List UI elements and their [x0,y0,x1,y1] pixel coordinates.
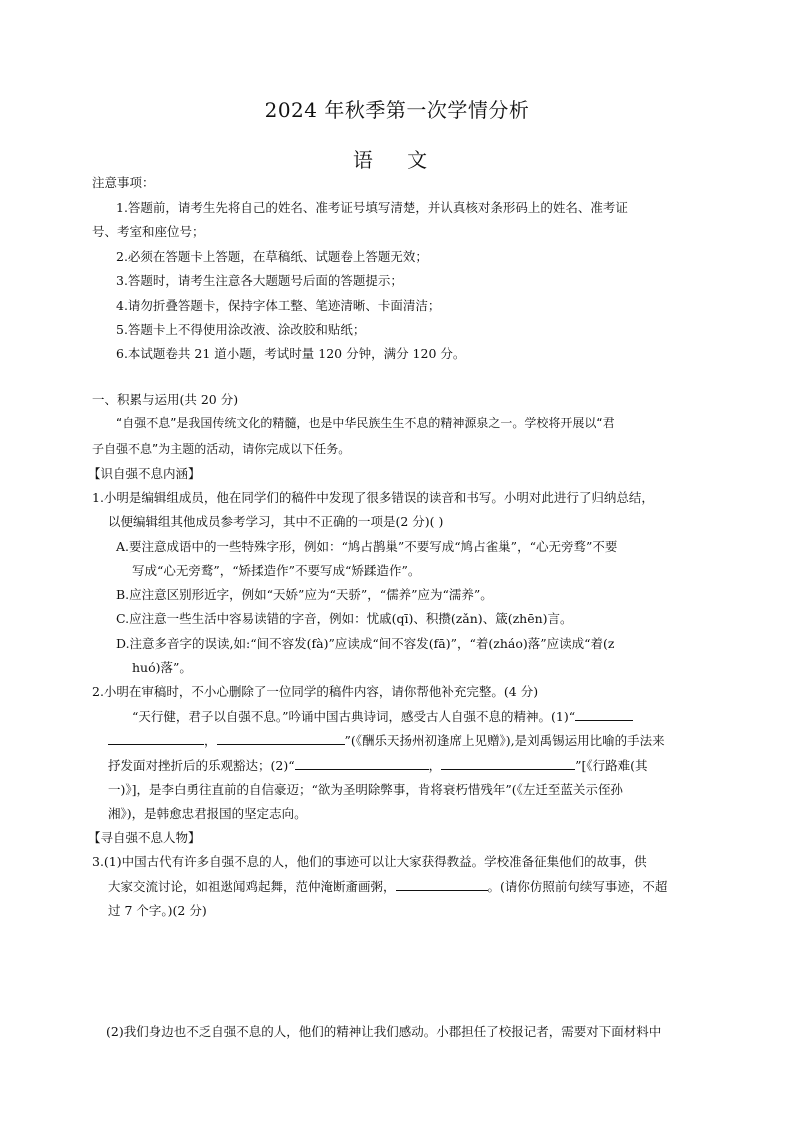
option-d-line-2: huó)落”。 [132,660,192,675]
answer-blank-4[interactable] [295,756,429,770]
question-3-line-2 [108,877,667,895]
passage-text: ， [428,758,442,773]
answer-blank-2[interactable] [108,731,204,745]
question-2-passage-line-2 [108,731,665,749]
question-2-line-1: 2.小明在审稿时，不小心删除了一位同学的稿件内容，请你帮他补充完整。(4 分) [92,684,539,699]
question-2-passage-line-4: 一)》]，是李白勇往直前的自信豪迈；“欲为圣明除弊事，肯将衰朽惜残年”(《左迁至蓝关示侄孙 [108,782,623,797]
notice-item-6: 6.本试题卷共 21 道小题，考试时量 120 分钟，满分 120 分。 [116,346,466,361]
section-1-intro-line-2: 子自强不息”为主题的活动，请你完成以下任务。 [92,442,351,456]
answer-blank-5[interactable] [441,756,575,770]
subheading-meaning: 【识自强不息内涵】 [88,466,201,481]
exam-title: 2024 年秋季第一次学情分析 [264,98,530,122]
option-c: C.应注意一些生活中容易读错的字音，例如：忧戚(qī)、积攒(zǎn)、箴(zhēn)言。 [116,611,573,626]
passage-text: 抒发面对挫折后的乐观豁达；(2)“ [108,758,295,773]
question-3-line-1: 3.(1)中国古代有许多自强不息的人，他们的事迹可以让大家获得教益。学校准备征集他们的故事，供 [92,854,647,869]
passage-text: ， [204,733,217,748]
notice-item-1-line-1: 1.答题前，请考生先将自己的姓名、准考证号填写清楚，并认真核对条形码上的姓名、准考证 [116,200,628,215]
option-a-line-2: 写成“心无旁鹜”，“矫揉造作”不要写成“矫蹂造作”。 [132,563,421,578]
notice-item-5: 5.答题卡上不得使用涂改液、涂改胶和贴纸； [116,322,366,337]
section-1-heading: 一、积累与运用(共 20 分) [92,392,239,407]
question-2-passage-line-1 [132,707,633,725]
question-1-line-1: 1.小明是编辑组成员，他在同学们的稿件中发现了很多错误的读音和书写。小明对此进行了归纳总结， [92,490,654,505]
answer-blank-6[interactable] [396,877,488,891]
question-1-line-2: 以便编辑组其他成员参考学习，其中不正确的一项是(2 分)( ) [108,514,444,529]
question-text: 。(请你仿照前句续写事迹，不超 [487,879,668,894]
question-2-passage-line-5: 湘》)，是韩愈忠君报国的坚定志向。 [108,806,307,821]
subheading-figures: 【寻自强不息人物】 [88,830,201,845]
answer-blank-3[interactable] [217,731,345,745]
question-3-line-3: 过 7 个字。)(2 分) [108,903,207,918]
question-text: 大家交流讨论，如祖逖闻鸡起舞，范仲淹断齑画粥， [108,879,396,894]
question-3-2-line-1: (2)我们身边也不乏自强不息的人，他们的精神让我们感动。小郡担任了校报记者，需要对下面材料中 [106,1024,662,1039]
notice-item-3: 3.答题时，请考生注意各大题题号后面的答题提示； [116,273,403,288]
answer-blank-1[interactable] [575,707,633,721]
notice-heading: 注意事项： [92,175,155,190]
option-d-line-1: D.注意多音字的误读,如:“间不容发(fà)”应读成“间不容发(fā)”，“着(zháo)落”应读成“着(z [116,636,615,651]
passage-text: ”(《酬乐天扬州初逢席上见赠》),是刘禹锡运用比喻的手法来 [344,733,665,748]
option-a-line-1: A.要注意成语中的一些特殊字形，例如：“鸠占鹊巢”不要写成“鸠占雀巢”，“心无旁骛”不要 [116,539,618,554]
option-b: B.应注意区别形近字，例如“天娇”应为“天骄”，“儒养”应为“濡养”。 [116,587,493,602]
section-1-intro-line-1: “自强不息”是我国传统文化的精髓，也是中华民族生生不息的精神源泉之一。学校将开展以“君 [116,416,615,430]
passage-text: “天行健，君子以自强不息。”吟诵中国古典诗词，感受古人自强不息的精神。(1)“ [132,709,576,724]
passage-text: ”[《行路难(其 [575,758,648,773]
notice-item-1-line-2: 号、考室和座位号； [92,224,205,239]
notice-item-4: 4.请勿折叠答题卡，保持字体工整、笔迹清晰、卡面清洁； [116,298,441,313]
subject-title: 语 文 [352,148,442,172]
question-2-passage-line-3 [108,756,648,774]
notice-item-2: 2.必须在答题卡上答题，在草稿纸、试题卷上答题无效； [116,249,428,264]
